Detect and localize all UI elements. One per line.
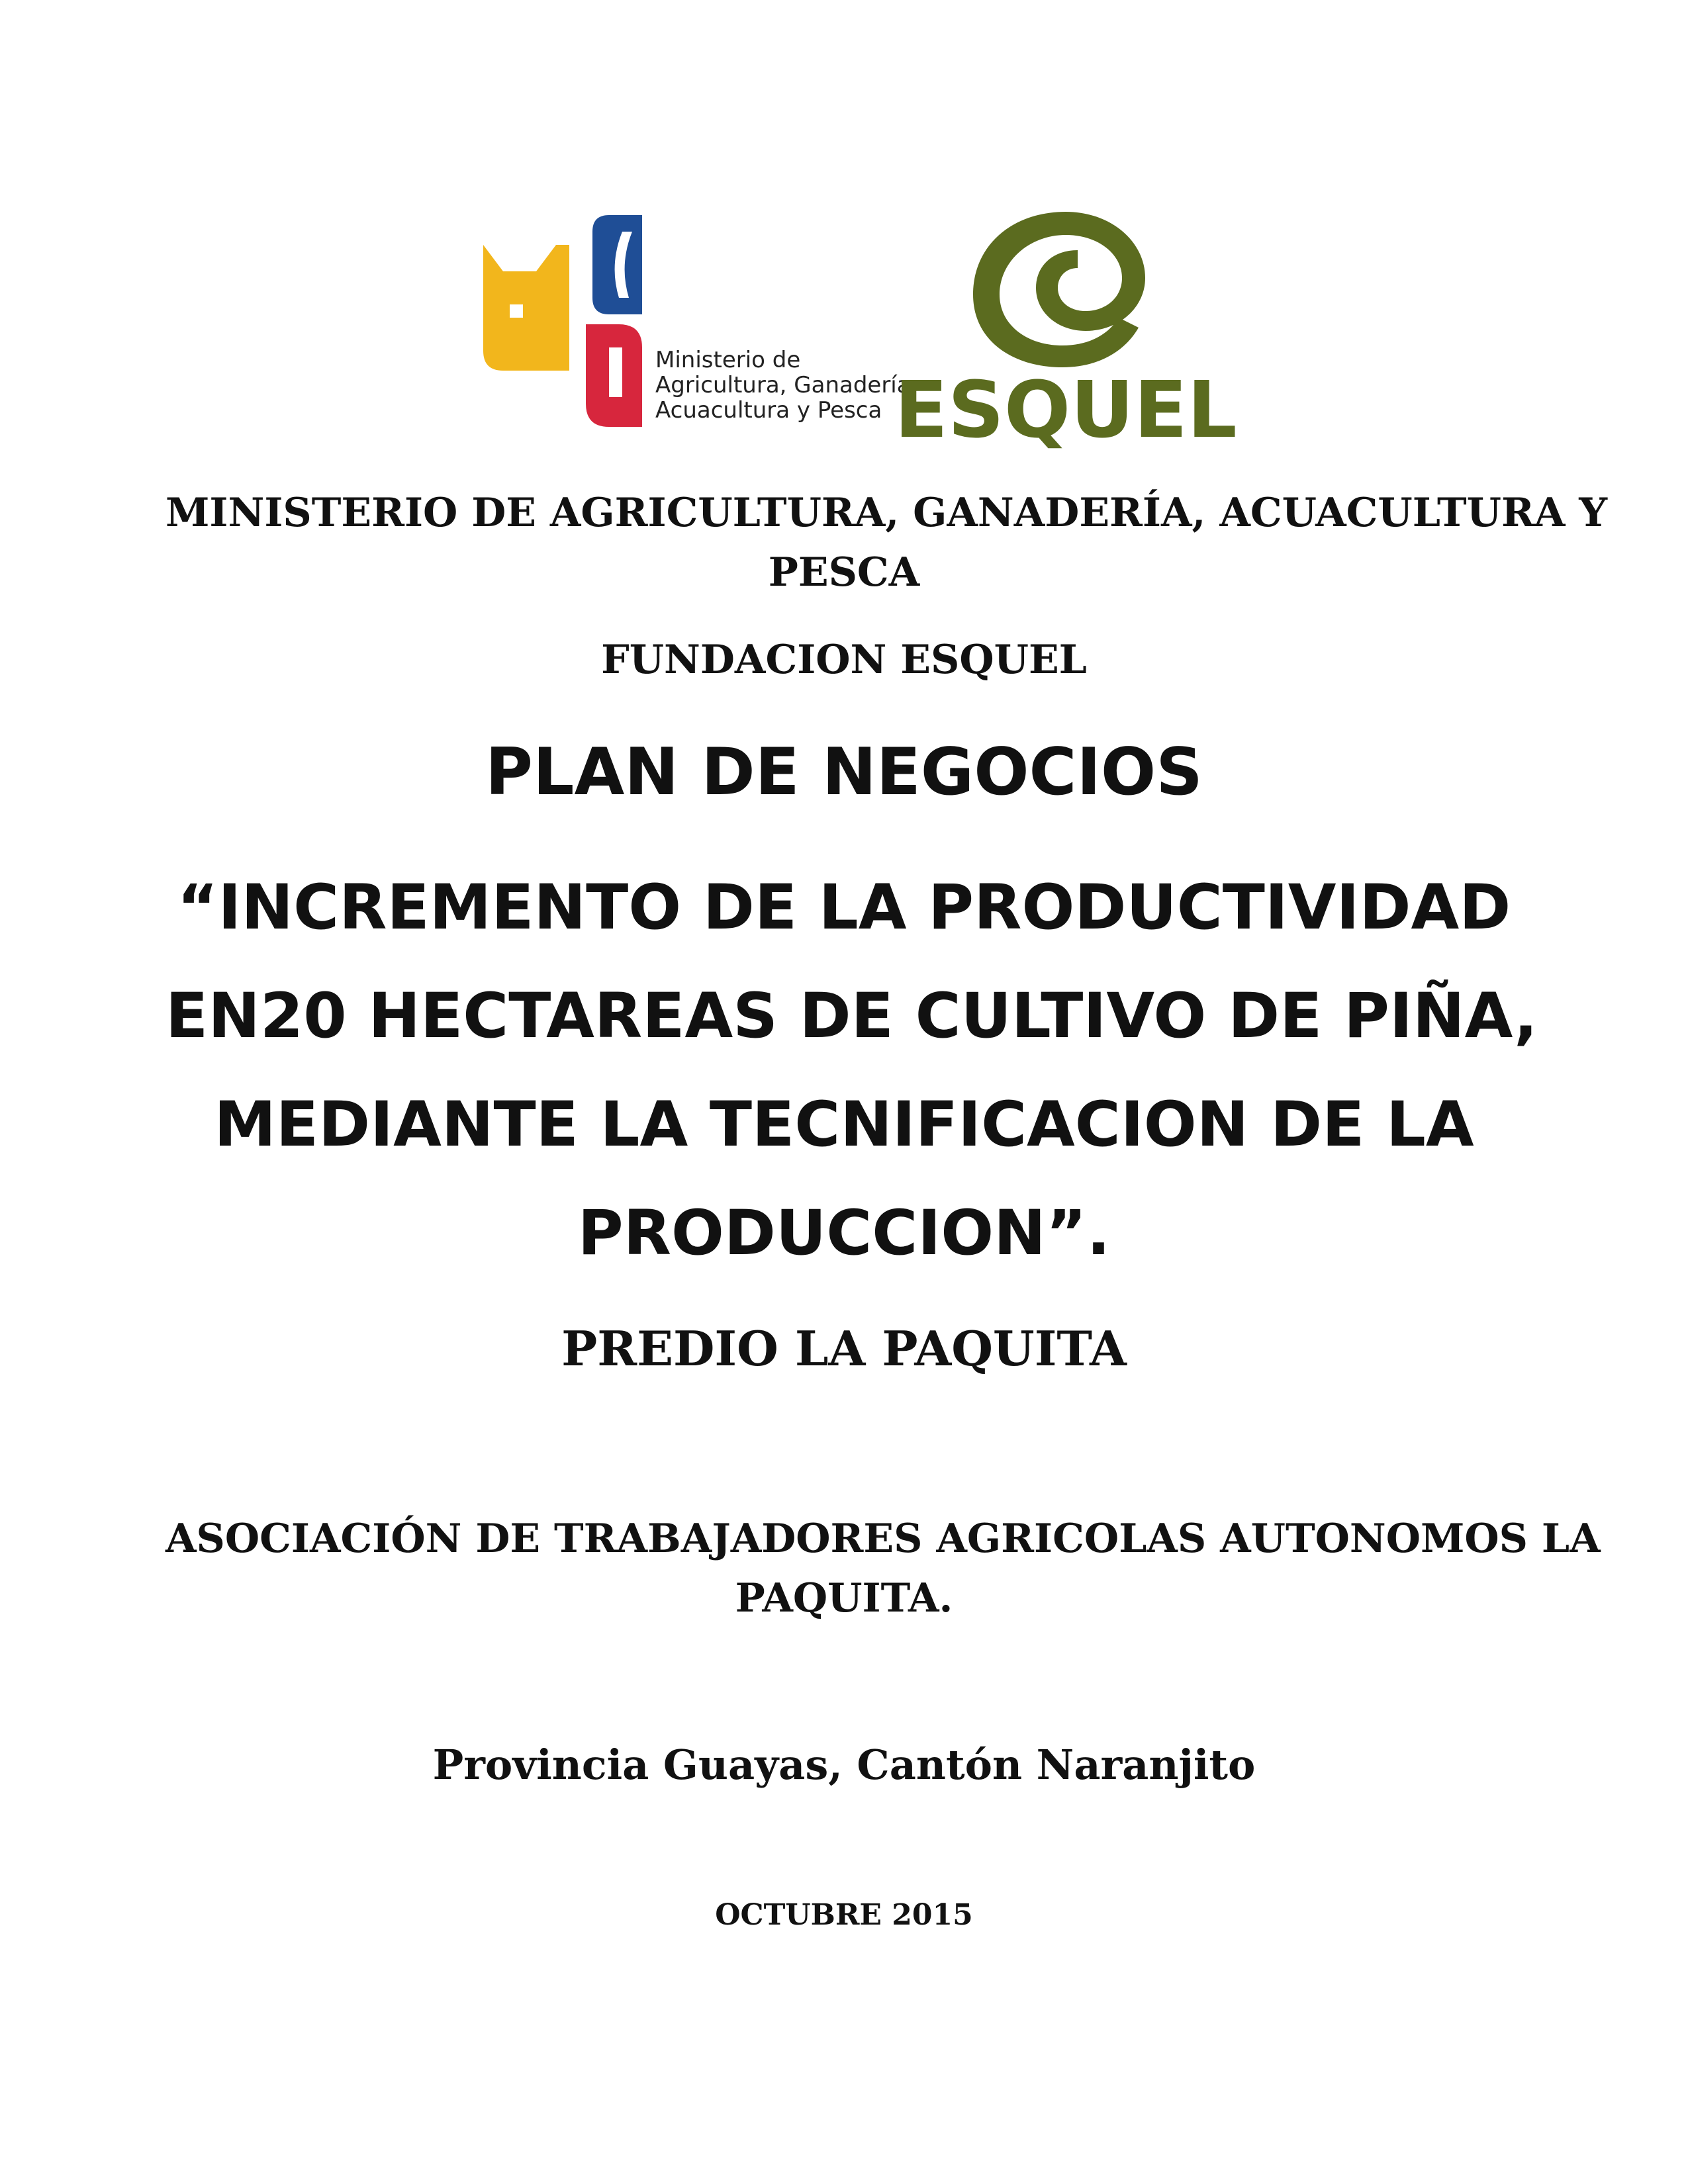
magap-logo-text-2: Agricultura, Ganadería, — [655, 372, 918, 398]
magap-logo-text-3: Acuacultura y Pesca — [655, 397, 882, 424]
location-text: Provincia Guayas, Cantón Naranjito — [432, 1741, 1256, 1789]
magap-yellow-bull-mark — [483, 245, 569, 371]
project-title-line-4: PRODUCCION”. — [577, 1197, 1111, 1269]
esquel-wordmark: ESQUEL — [894, 364, 1237, 455]
project-title — [165, 854, 1538, 1288]
plan-title: PLAN DE NEGOCIOS — [485, 735, 1203, 810]
ministry-heading — [165, 483, 1608, 602]
magap-logo — [477, 205, 918, 443]
association-line-1: ASOCIACIÓN DE TRABAJADORES AGRICOLAS AUTONOMOS LA — [165, 1516, 1601, 1562]
logos-header — [477, 199, 1237, 455]
association-heading — [165, 1509, 1601, 1628]
magap-red-mark — [586, 324, 642, 427]
esquel-swirl-icon — [973, 212, 1145, 367]
ministry-line-2: PESCA — [768, 549, 920, 596]
project-title-line-2: EN20 HECTAREAS DE CULTIVO DE PIÑA, — [165, 980, 1538, 1052]
magap-logo-text-1: Ministerio de — [655, 347, 801, 373]
project-title-line-3: MEDIANTE LA TECNIFICACION DE LA — [214, 1089, 1474, 1161]
foundation-heading: FUNDACION ESQUEL — [601, 637, 1087, 683]
magap-blue-leaf-mark — [592, 215, 642, 314]
association-line-2: PAQUITA. — [735, 1575, 953, 1621]
predio-heading: PREDIO LA PAQUITA — [561, 1320, 1127, 1377]
esquel-logo — [894, 199, 1237, 455]
date-text: OCTUBRE 2015 — [715, 1898, 973, 1932]
project-title-line-1: “INCREMENTO DE LA PRODUCTIVIDAD — [177, 872, 1511, 944]
ministry-line-1: MINISTERIO DE AGRICULTURA, GANADERÍA, ACUACULTURA Y — [165, 490, 1608, 536]
